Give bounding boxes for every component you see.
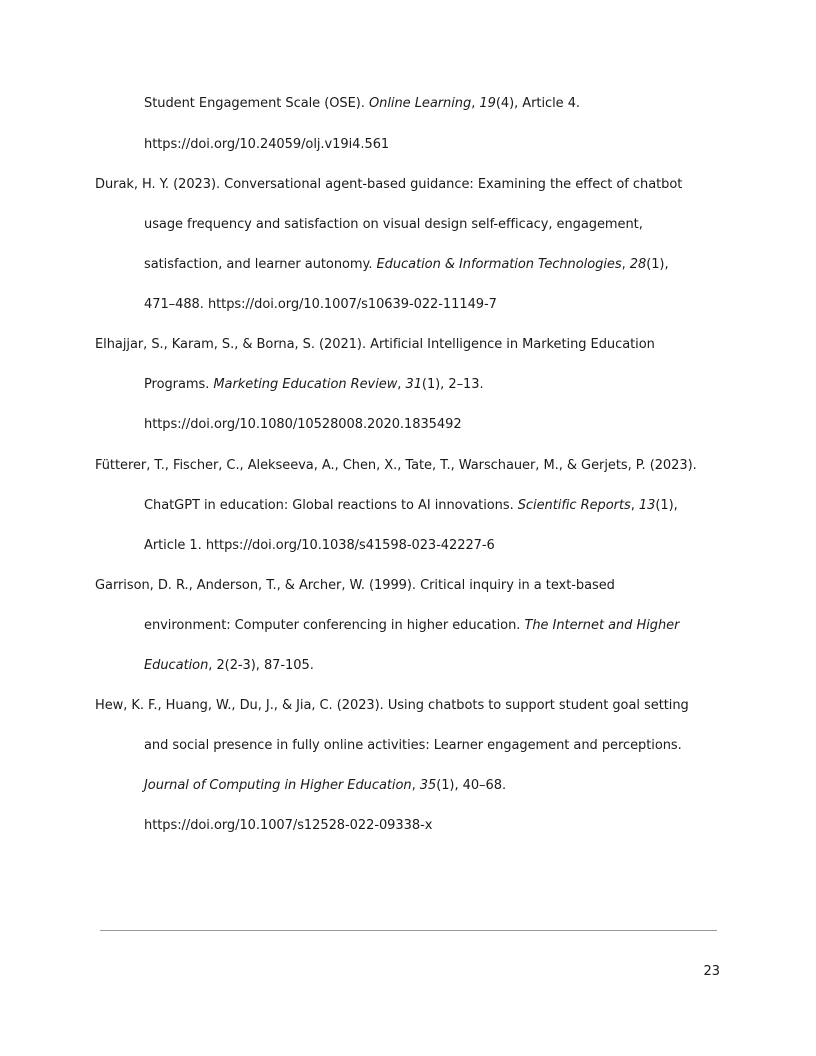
reference-line: usage frequency and satisfaction on visual design self-efficacy, engagement,: [144, 217, 643, 232]
reference-line: Fütterer, T., Fischer, C., Alekseeva, A., Chen, X., Tate, T., Warschauer, M., & Gerjets, P. (2023).: [95, 458, 697, 473]
reference-line: satisfaction, and learner autonomy. Education & Information Technologies, 28(1),: [144, 257, 669, 272]
reference-line: Education, 2(2-3), 87-105.: [144, 658, 314, 673]
reference-line: ChatGPT in education: Global reactions to AI innovations. Scientific Reports, 13(1),: [144, 498, 678, 513]
reference-doi-link[interactable]: https://doi.org/10.1080/10528008.2020.1835492: [144, 417, 462, 432]
reference-line: Student Engagement Scale (OSE). Online Learning, 19(4), Article 4.: [144, 96, 580, 111]
reference-line: Journal of Computing in Higher Education, 35(1), 40–68.: [144, 778, 507, 793]
reference-line: Programs. Marketing Education Review, 31(1), 2–13.: [144, 377, 484, 392]
reference-line: environment: Computer conferencing in higher education. The Internet and Higher: [144, 618, 680, 633]
reference-line: Hew, K. F., Huang, W., Du, J., & Jia, C. (2023). Using chatbots to support student goal setting: [95, 698, 689, 713]
reference-line: Durak, H. Y. (2023). Conversational agent-based guidance: Examining the effect of chatbot: [95, 177, 683, 192]
reference-doi-link[interactable]: https://doi.org/10.1007/s12528-022-09338-x: [144, 818, 433, 833]
reference-line: Garrison, D. R., Anderson, T., & Archer, W. (1999). Critical inquiry in a text-based: [95, 578, 615, 593]
reference-line: and social presence in fully online activities: Learner engagement and perceptions.: [144, 738, 682, 753]
reference-doi-link[interactable]: https://doi.org/10.24059/olj.v19i4.561: [144, 137, 390, 152]
reference-doi-link[interactable]: Article 1. https://doi.org/10.1038/s41598-023-42227-6: [144, 538, 495, 553]
page-number: 23: [703, 964, 720, 979]
reference-doi-link[interactable]: 471–488. https://doi.org/10.1007/s10639-022-11149-7: [144, 297, 497, 312]
reference-line: Elhajjar, S., Karam, S., & Borna, S. (2021). Artificial Intelligence in Marketing Education: [95, 337, 655, 352]
footer-divider: [100, 930, 717, 931]
